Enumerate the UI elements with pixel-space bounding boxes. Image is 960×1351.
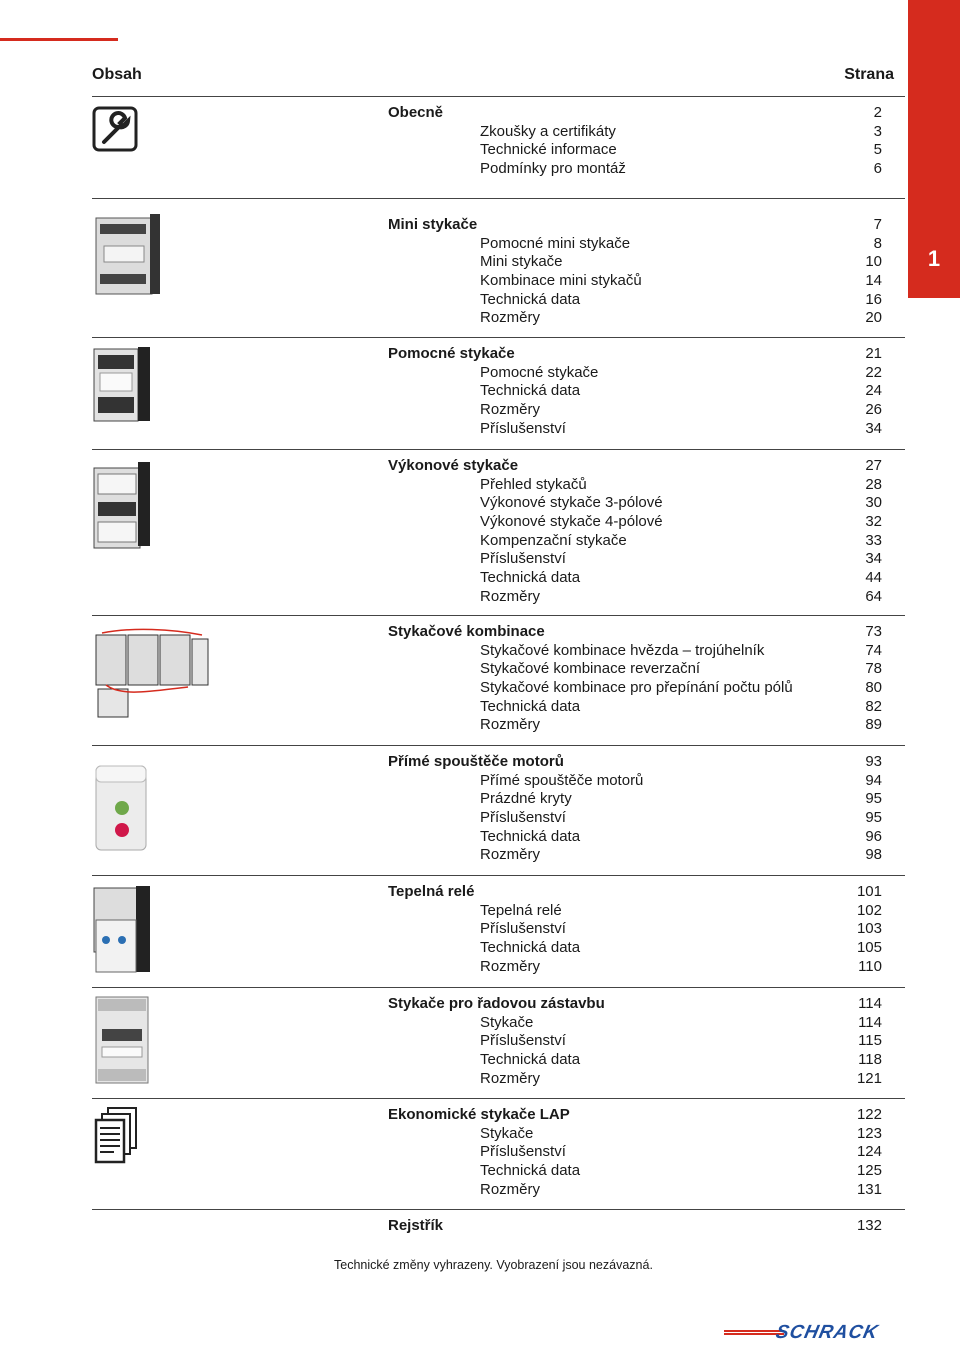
toc-item[interactable]: Rozměry 131 <box>480 1180 882 1198</box>
toc-item[interactable]: Technická data 44 <box>480 569 882 587</box>
toc-section-title[interactable]: Rejstřík 132 <box>388 1217 882 1234</box>
toc-item[interactable]: Stykačové kombinace hvězda – trojúhelník 74 <box>480 641 882 659</box>
toc-item[interactable]: Rozměry 98 <box>480 846 882 864</box>
toc-item[interactable]: Rozměry 89 <box>480 716 882 734</box>
separator <box>92 1098 905 1099</box>
toc-section-lap-contactors <box>388 1106 882 1199</box>
separator <box>92 198 905 199</box>
toc-item[interactable]: Příslušenství 124 <box>480 1143 882 1161</box>
toc-item[interactable]: Technická data 125 <box>480 1162 882 1180</box>
toc-item[interactable]: Technická data 118 <box>480 1051 882 1069</box>
contactor-combination-icon <box>92 627 164 719</box>
toc-item[interactable]: Technická data 24 <box>480 382 882 400</box>
toc-item[interactable]: Technická data 16 <box>480 290 882 308</box>
separator <box>92 875 905 876</box>
toc-section-title[interactable]: Stykače pro řadovou zástavbu 114 <box>388 995 882 1012</box>
separator <box>92 987 905 988</box>
toc-item[interactable]: Rozměry 110 <box>480 957 882 975</box>
toc-item[interactable]: Mini stykače 10 <box>480 253 882 271</box>
toc-item[interactable]: Technická data 105 <box>480 939 882 957</box>
toc-item[interactable]: Pomocné stykače 22 <box>480 363 882 381</box>
separator <box>92 615 905 616</box>
toc-item[interactable]: Rozměry 26 <box>480 401 882 419</box>
toc-item[interactable]: Příslušenství 95 <box>480 809 882 827</box>
toc-section-thermal-relays <box>388 883 882 976</box>
toc-item[interactable]: Příslušenství 103 <box>480 920 882 938</box>
power-contactor-icon <box>92 458 164 550</box>
toc-item[interactable]: Stykače 114 <box>480 1013 882 1031</box>
toc-section-title[interactable]: Ekonomické stykače LAP 122 <box>388 1106 882 1123</box>
toc-item[interactable]: Technické informace 5 <box>480 141 882 159</box>
toc-section-title[interactable]: Pomocné stykače 21 <box>388 345 882 362</box>
separator <box>92 337 905 338</box>
chapter-tab <box>908 0 960 298</box>
toc-section-title[interactable]: Obecně 2 <box>388 104 882 121</box>
toc-item[interactable]: Příslušenství 115 <box>480 1032 882 1050</box>
toc-item[interactable]: Stykačové kombinace pro přepínání počtu pólů 80 <box>480 679 882 697</box>
toc-section-modular-contactors <box>388 995 882 1088</box>
mini-contactor-icon <box>92 212 164 298</box>
toc-item[interactable]: Rozměry 64 <box>480 587 882 605</box>
logo-text: SCHRACK <box>773 1322 881 1343</box>
top-accent-line <box>0 38 118 41</box>
toc-item[interactable]: Příslušenství 34 <box>480 419 882 437</box>
toc-item[interactable]: Technická data 96 <box>480 827 882 845</box>
toc-item[interactable]: Rozměry 20 <box>480 309 882 327</box>
toc-section-title[interactable]: Výkonové stykače 27 <box>388 457 882 474</box>
disclaimer-note: Technické změny vyhrazeny. Vyobrazení jsou nezávazná. <box>334 1258 653 1272</box>
toc-section-motor-starters <box>388 753 882 865</box>
separator <box>92 1209 905 1210</box>
motor-starter-icon <box>92 762 164 852</box>
toc-section-general <box>388 104 882 179</box>
toc-section-auxiliary-contactors <box>388 345 882 438</box>
toc-section-title[interactable]: Stykačové kombinace 73 <box>388 623 882 640</box>
toc-section-title[interactable]: Mini stykače 7 <box>388 216 882 233</box>
page-column-heading: Strana <box>844 66 894 83</box>
toc-section-contactor-combinations <box>388 623 882 735</box>
toc-heading: Obsah <box>92 66 142 83</box>
toc-item[interactable]: Kombinace mini stykačů 14 <box>480 272 882 290</box>
toc-item[interactable]: Technická data 82 <box>480 697 882 715</box>
separator <box>92 449 905 450</box>
toc-item[interactable]: Pomocné mini stykače 8 <box>480 234 882 252</box>
toc-item[interactable]: Přehled stykačů 28 <box>480 475 882 493</box>
toc-section-title[interactable]: Přímé spouštěče motorů 93 <box>388 753 882 770</box>
toc-item[interactable]: Prázdné kryty 95 <box>480 790 882 808</box>
separator <box>92 96 905 97</box>
toc-item[interactable]: Zkoušky a certifikáty 3 <box>480 122 882 140</box>
toc-item[interactable]: Výkonové stykače 3-pólové 30 <box>480 494 882 512</box>
toc-section-mini-contactors <box>388 216 882 328</box>
wrench-icon <box>92 106 164 154</box>
toc-item[interactable]: Tepelná relé 102 <box>480 901 882 919</box>
toc-item[interactable]: Stykače 123 <box>480 1124 882 1142</box>
separator <box>92 745 905 746</box>
chapter-number: 1 <box>927 246 941 271</box>
modular-contactor-icon <box>92 995 164 1085</box>
toc-item[interactable]: Stykačové kombinace reverzační 78 <box>480 660 882 678</box>
auxiliary-contactor-icon <box>92 345 164 425</box>
toc-item[interactable]: Výkonové stykače 4-pólové 32 <box>480 513 882 531</box>
toc-item[interactable]: Podmínky pro montáž 6 <box>480 160 882 178</box>
toc-item[interactable]: Přímé spouštěče motorů 94 <box>480 771 882 789</box>
toc-item[interactable]: Rozměry 121 <box>480 1069 882 1087</box>
toc-item[interactable]: Příslušenství 34 <box>480 550 882 568</box>
toc-section-title[interactable]: Tepelná relé 101 <box>388 883 882 900</box>
documents-icon <box>92 1106 164 1166</box>
toc-section-index <box>388 1217 882 1236</box>
thermal-relay-icon <box>92 884 164 976</box>
toc-item[interactable]: Kompenzační stykače 33 <box>480 531 882 549</box>
toc-section-power-contactors <box>388 457 882 607</box>
brand-logo <box>724 1322 906 1344</box>
